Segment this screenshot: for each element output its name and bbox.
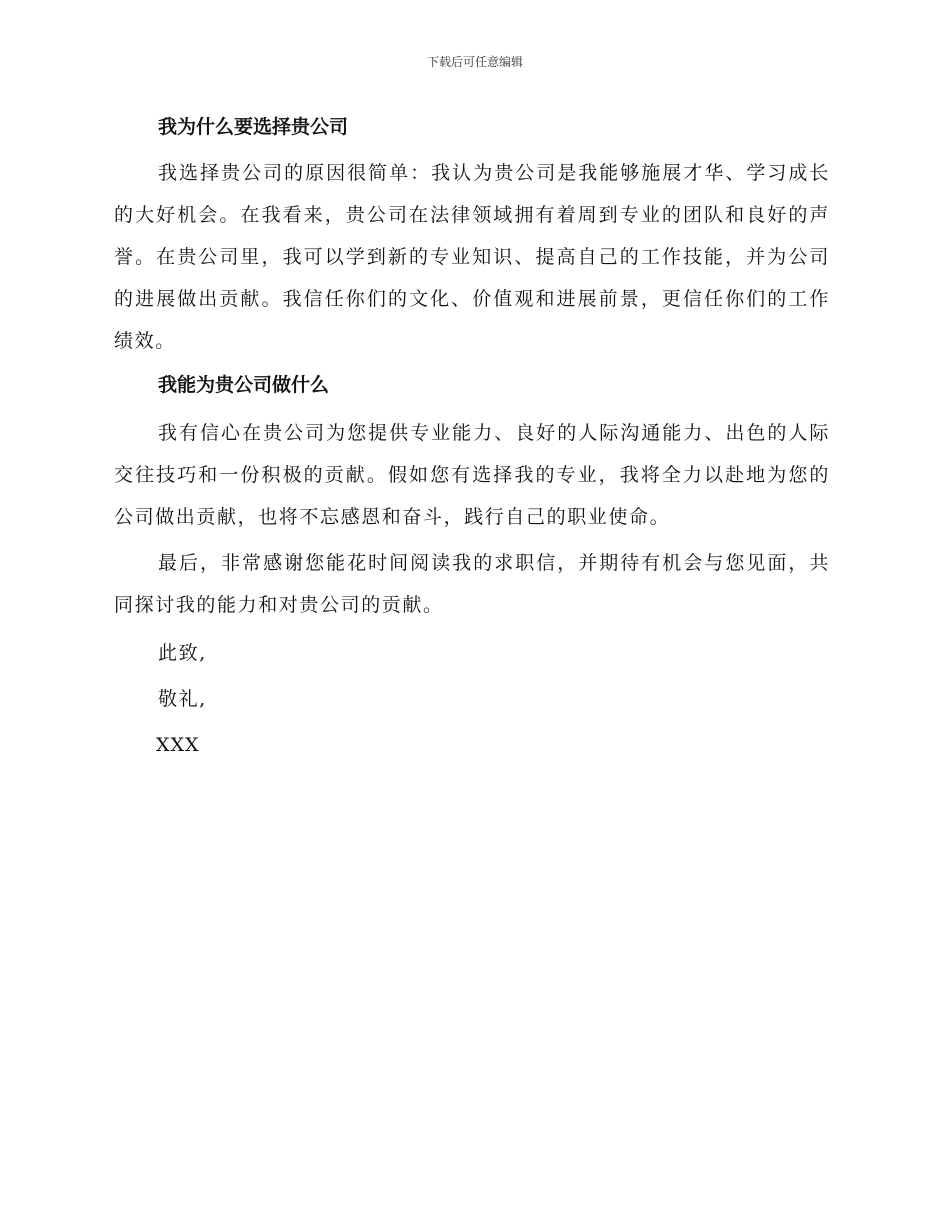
section-title-why-company: 我为什么要选择贵公司 (158, 116, 349, 138)
salutation-line-1: 此致, (158, 642, 207, 664)
section-title-what-i-can-do: 我能为贵公司做什么 (158, 374, 330, 396)
signature: XXX (156, 734, 200, 756)
letter-body (114, 110, 830, 768)
salutation-line-2: 敬礼, (158, 688, 207, 710)
section-paragraph-what-i-can-do: 我有信心在贵公司为您提供专业能力、良好的人际沟通能力、出色的人际交往技巧和一份积极的贡献。假如您有选择我的专业，我将全力以赴地为您的公司做出贡献，也将不忘感恩和奋斗，践行自己的职业使命。 (114, 422, 830, 528)
closing-paragraph: 最后，非常感谢您能花时间阅读我的求职信，并期待有机会与您见面，共同探讨我的能力和对贵公司的贡献。 (114, 552, 830, 616)
page-header-note: 下载后可任意编辑 (426, 55, 523, 69)
section-paragraph-why-company: 我选择贵公司的原因很简单：我认为贵公司是我能够施展才华、学习成长的大好机会。在我看来，贵公司在法律领域拥有着周到专业的团队和良好的声誉。在贵公司里，我可以学到新的专业知识、提高自己的工作技能，并为公司的进展做出贡献。我信任你们的文化、价值观和进展前景，更信任你们的工作绩效。 (114, 162, 830, 352)
